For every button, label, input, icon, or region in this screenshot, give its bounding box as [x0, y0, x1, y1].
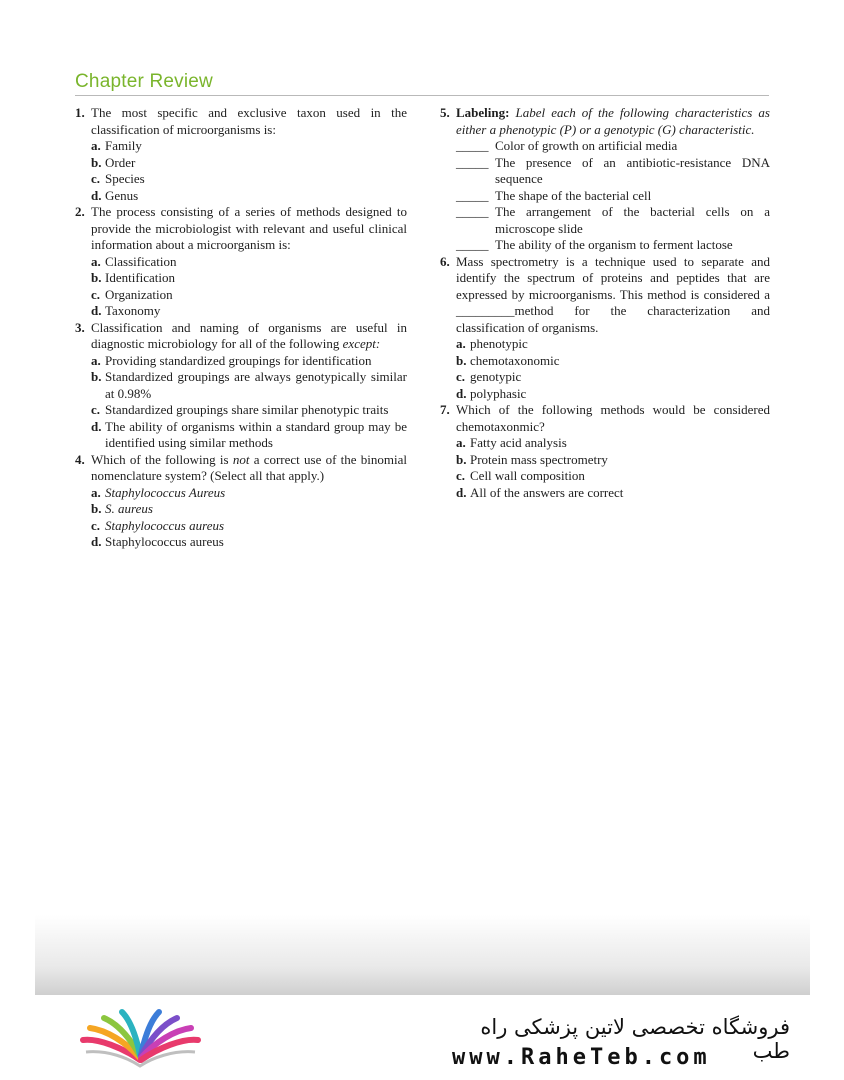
question-number: 1. [75, 105, 85, 120]
option-6c: c. genotypic [456, 369, 522, 384]
question-2 [75, 204, 407, 254]
question-number: 7. [440, 402, 450, 417]
answer-blank: _________ [456, 303, 515, 318]
option-4d: d. Staphylococcus aureus [91, 534, 224, 549]
right-column [440, 105, 770, 501]
store-url-link[interactable]: www.RaheTeb.com [452, 1045, 711, 1070]
question-emphasis: except: [342, 336, 381, 351]
question-4 [75, 452, 407, 485]
option-2b: b. Identification [91, 270, 176, 285]
answer-blank: _____ [456, 138, 489, 153]
question-text: Mass spectrometry is a technique used to separate and identify the spectrum of proteins and peptides that are expressed by microorganisms. This method is considered a [456, 253, 770, 302]
option-7b: b. Protein mass spectrometry [456, 451, 608, 467]
option-1c: c. Species [91, 171, 145, 186]
answer-blank: _____ [456, 237, 489, 252]
option-4b: b. S. aureus [91, 501, 153, 516]
question-7 [440, 402, 770, 435]
option-1a: a. Family [91, 138, 142, 153]
answer-blank: _____ [456, 204, 489, 219]
question-3 [75, 320, 407, 353]
option-3c: c. Standardized groupings share similar phenotypic traits [91, 402, 389, 417]
question-number: 5. [440, 105, 450, 120]
option-3b: b. Standardized groupings are always genotypically similar at 0.98% [91, 369, 407, 401]
option-4c: c. Staphylococcus aureus [91, 517, 225, 533]
title-divider [75, 95, 769, 96]
label-item: _____ Color of growth on artificial media [456, 138, 678, 153]
option-7c: c. Cell wall composition [456, 468, 585, 483]
option-1b: b. Order [91, 154, 136, 170]
labeling-instruction: Label each of the following characteristics as either a phenotypic (P) or a genotypic (G) characteristic. [456, 105, 770, 137]
question-number: 3. [75, 319, 85, 335]
question-text-cont: a correct use of the binomial nomenclature system? (Select all that apply.) [91, 451, 408, 483]
answer-blank: _____ [456, 187, 489, 203]
question-text: Which of the following methods would be considered chemotaxonmic? [456, 402, 770, 434]
question-number: 2. [75, 204, 85, 219]
chapter-review-title: Chapter Review [75, 71, 213, 92]
question-number: 6. [440, 253, 450, 269]
option-6d: d. polyphasic [456, 385, 527, 401]
option-7a: a. Fatty acid analysis [456, 435, 567, 450]
book-logo-icon [78, 1008, 203, 1068]
label-item: _____ The ability of the organism to ferment lactose [456, 237, 733, 252]
label-item: _____ The presence of an antibiotic-resistance DNA sequence [456, 154, 770, 186]
option-1d: d. Genus [91, 187, 139, 203]
option-3d: d. The ability of organisms within a standard group may be identified using similar methods [91, 418, 407, 450]
option-2d: d. Taxonomy [91, 303, 161, 318]
question-5 [440, 105, 770, 138]
option-2a: a. Classification [91, 253, 177, 269]
question-text: Which of the following is [91, 451, 229, 467]
question-1 [75, 105, 407, 138]
label-item: _____ The arrangement of the bacterial cells on a microscope slide [456, 204, 770, 236]
question-text: The process consisting of a series of methods designed to provide the microbiologist with relevant and useful clinical information about a microorganism is: [91, 204, 407, 252]
question-emphasis: not [232, 451, 250, 467]
option-2c: c. Organization [91, 286, 173, 302]
store-name: فروشگاه تخصصی لاتین پزشکی راه طب [480, 1015, 790, 1063]
option-7d: d. All of the answers are correct [456, 484, 624, 500]
answer-blank: _____ [456, 154, 489, 170]
label-item: _____ The shape of the bacterial cell [456, 187, 652, 203]
option-4a: a. Staphylococcus Aureus [91, 484, 226, 500]
option-3a: a. Providing standardized groupings for identification [91, 352, 372, 368]
left-column [75, 105, 407, 551]
question-number: 4. [75, 451, 85, 467]
labeling-heading: Labeling: [456, 105, 510, 120]
option-6a: a. phenotypic [456, 336, 528, 351]
question-text: The most specific and exclusive taxon used in the classification of microorganisms is: [91, 105, 407, 137]
question-6 [440, 254, 770, 337]
option-6b: b. chemotaxonomic [456, 352, 560, 368]
question-text: Classification and naming of organisms are useful in diagnostic microbiology for all of the following [91, 319, 407, 351]
footer-shade [35, 915, 810, 995]
question-text-cont: method for the characterization and classification of organisms. [456, 303, 770, 335]
